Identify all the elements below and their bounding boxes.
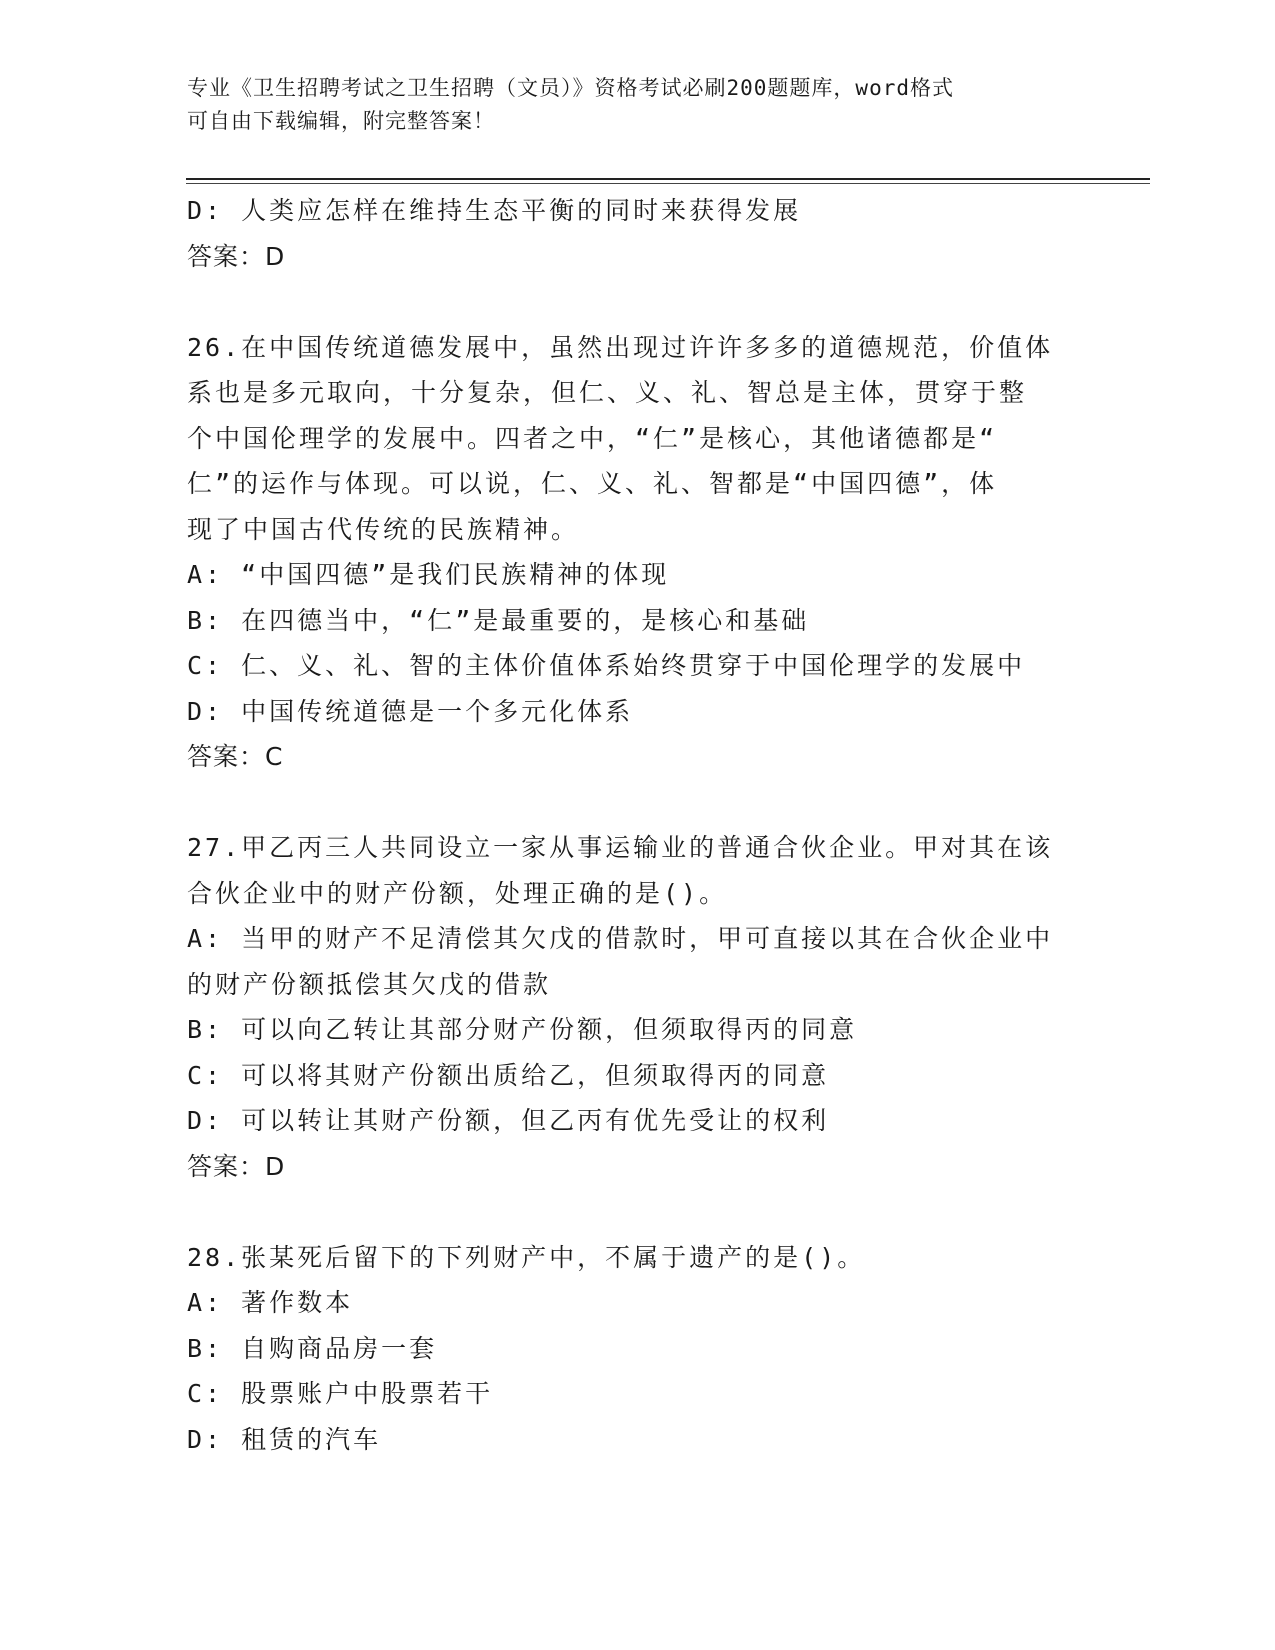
question-stem-line: 26.在中国传统道德发展中，虽然出现过许许多多的道德规范，价值体 bbox=[187, 332, 1054, 362]
question-25-tail bbox=[187, 188, 1087, 279]
option-d: D: 租赁的汽车 bbox=[187, 1424, 382, 1454]
answer-line: 答案：D bbox=[187, 1151, 286, 1181]
option-b: B: 自购商品房一套 bbox=[187, 1333, 438, 1363]
option-b: B: 可以向乙转让其部分财产份额，但须取得丙的同意 bbox=[187, 1015, 858, 1044]
spacer bbox=[187, 780, 1087, 826]
question-26 bbox=[187, 325, 1087, 780]
question-28 bbox=[187, 1235, 1087, 1463]
question-stem-line: 个中国伦理学的发展中。四者之中，“仁”是核心，其他诸德都是“ bbox=[187, 423, 998, 453]
question-stem-line: 系也是多元取向，十分复杂，但仁、义、礼、智总是主体，贯穿于整 bbox=[187, 378, 1028, 407]
option-d: D: 中国传统道德是一个多元化体系 bbox=[187, 696, 634, 726]
option-d: D: 可以转让其财产份额，但乙丙有优先受让的权利 bbox=[187, 1106, 830, 1135]
option-c: C: 仁、义、礼、智的主体价值体系始终贯穿于中国伦理学的发展中 bbox=[187, 651, 1026, 680]
option-a-continued: 的财产份额抵偿其欠戊的借款 bbox=[187, 969, 552, 999]
header-line-1: 专业《卫生招聘考试之卫生招聘（文员）》资格考试必刷200题题库，word格式 bbox=[187, 76, 954, 100]
option-b: B: 在四德当中，“仁”是最重要的，是核心和基础 bbox=[187, 605, 810, 635]
question-stem-line: 现了中国古代传统的民族精神。 bbox=[187, 514, 580, 544]
spacer bbox=[187, 1189, 1087, 1235]
header-line-2: 可自由下载编辑，附完整答案！ bbox=[187, 109, 495, 133]
option-c: C: 股票账户中股票若干 bbox=[187, 1379, 494, 1408]
document-header bbox=[187, 72, 1087, 138]
answer-line: 答案：D bbox=[187, 241, 286, 271]
option-d: D: 人类应怎样在维持生态平衡的同时来获得发展 bbox=[187, 196, 802, 225]
answer-line: 答案：C bbox=[187, 742, 284, 771]
option-a: A: 当甲的财产不足清偿其欠戊的借款时，甲可直接以其在合伙企业中 bbox=[187, 924, 1054, 953]
option-c: C: 可以将其财产份额出质给乙，但须取得丙的同意 bbox=[187, 1060, 830, 1090]
option-a: A: “中国四德”是我们民族精神的体现 bbox=[187, 560, 670, 589]
spacer bbox=[187, 279, 1087, 325]
header-divider-thin bbox=[186, 183, 1150, 184]
question-stem-line: 合伙企业中的财产份额，处理正确的是()。 bbox=[187, 878, 728, 908]
question-stem-line: 仁”的运作与体现。可以说，仁、义、礼、智都是“中国四德”，体 bbox=[187, 469, 998, 498]
question-content bbox=[187, 188, 1087, 1462]
option-a: A: 著作数本 bbox=[187, 1288, 354, 1317]
header-divider-thick bbox=[186, 178, 1150, 180]
question-27 bbox=[187, 825, 1087, 1189]
question-stem-line: 27.甲乙丙三人共同设立一家从事运输业的普通合伙企业。甲对其在该 bbox=[187, 833, 1054, 862]
question-stem-line: 28.张某死后留下的下列财产中，不属于遗产的是()。 bbox=[187, 1242, 866, 1272]
